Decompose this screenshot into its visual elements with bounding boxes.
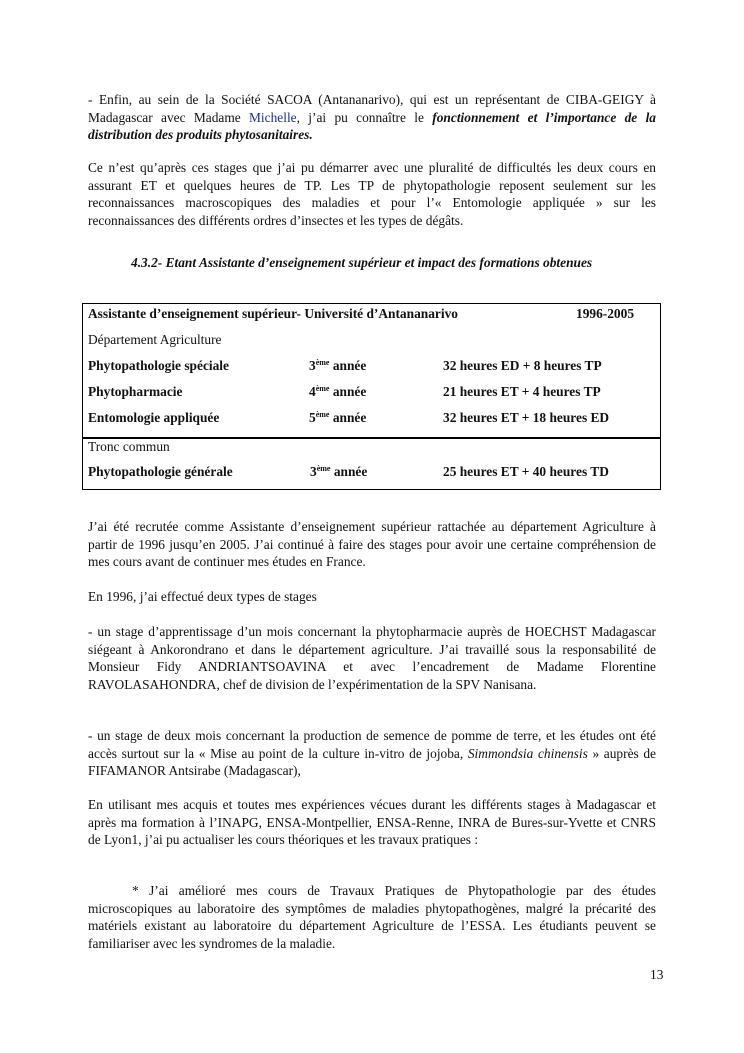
table-year: 4ème année [309,384,367,399]
table-year: 5ème année [309,410,367,425]
section-heading: 4.3.2- Etant Assistante d’enseignement supérieur et impact des formations obtenues [131,255,593,270]
table-year: 3ème année [310,464,368,479]
paragraph-sacoa-emphasis: fonctionnement et l’importance de la distribution des produits phytosanitaires. [88,109,656,142]
paragraph-1996-stages: En 1996, j’ai effectué deux types de stages [88,589,317,604]
paragraph-training: En utilisant mes acquis et toutes mes expériences vécues durant les différents stages à Madagascar et après ma formation à l’INAPG, ENSA-Montpellier, ENSA-Renne, INRA de Bures-sur-Yvette et CNRS de Lyon1, j’ai pu actualiser les cours théoriques et les travaux pratiques : [88,797,656,847]
table-hours: 32 heures ET + 18 heures ED [443,410,610,425]
paragraph-hoechst-stage: - un stage d’apprentissage d’un mois concernant la phytopharmacie auprès de HOECHST Madagascar siégeant à Ankorondrano et dans le département agriculture. J’ai travaillé sous la responsabilité de Monsieur Fidy ANDRIANTSOAVINA et avec l’encadrement de Madame Florentine RAVOLASAHONDRA, chef de division de l’expérimentation de la SPV Nanisana. [88,624,656,692]
table-title: Assistante d’enseignement supérieur- Université d’Antananarivo [88,306,458,321]
table-period: 1996-2005 [576,306,635,321]
paragraph-recruitment: J’ai été recrutée comme Assistante d’enseignement supérieur rattachée au département Agriculture à partir de 1996 jusqu’en 2005. J’ai continué à faire des stages pour avoir une certaine compréhension de mes cours avant de continuer mes études en France. [88,519,656,569]
table-hours: 21 heures ET + 4 heures TP [443,384,601,399]
paragraph-fifamanor-stage: - un stage de deux mois concernant la production de semence de pomme de terre, et les études ont été accès surtout sur la « Mise au point de la culture in-vitro de jojoba, Simmondsia chinensis » auprès de FIFAMANOR Antsirabe (Madagascar), [88,728,657,778]
table-course: Phytopharmacie [88,384,183,399]
table-hours: 25 heures ET + 40 heures TD [443,464,609,479]
paragraph-stages-difficulties: Ce n’est qu’après ces stages que j’ai pu démarrer avec une pluralité de difficultés les deux cours en assurant ET et quelques heures de TP. Les TP de phytopathologie reposent seulement sur les reconnaissances macroscopiques des maladies et pour l’« Entomologie appliquée » sur les reconnaissances des différents ordres d’insectes et les types de dégâts. [88,160,656,228]
paragraph-practical-work: * J’ai amélioré mes cours de Travaux Pratiques de Phytopathologie par des études microscopiques au laboratoire des symptômes de maladies phytopathogènes, malgré la précarité des matériels existant au laboratoire du département Agriculture de l’ESSA. Les étudiants peuvent se familiariser avec les syndromes de la maladie. [88,883,656,951]
table-course: Phytopathologie générale [88,464,233,479]
table-course: Entomologie appliquée [88,410,220,425]
person-name-link: Michelle [249,109,297,125]
species-name: Simmondsia chinensis [467,745,588,761]
paragraph-sacoa-text-b: , j’ai pu connaître le [296,109,433,125]
table-group-label: Tronc commun [88,439,170,454]
table-group-label: Département Agriculture [88,332,222,347]
table-course: Phytopathologie spéciale [88,358,229,373]
table-hours: 32 heures ED + 8 heures TP [443,358,602,373]
table-year: 3ème année [309,358,367,373]
paragraph-sacoa [88,91,656,144]
paragraph-sacoa-text-a: - Enfin, au sein de la Société SACOA (Antananarivo), qui est un représentant de CIBA-GEIGY à Madagascar avec Madame [88,92,656,125]
page-number: 13 [650,967,664,982]
